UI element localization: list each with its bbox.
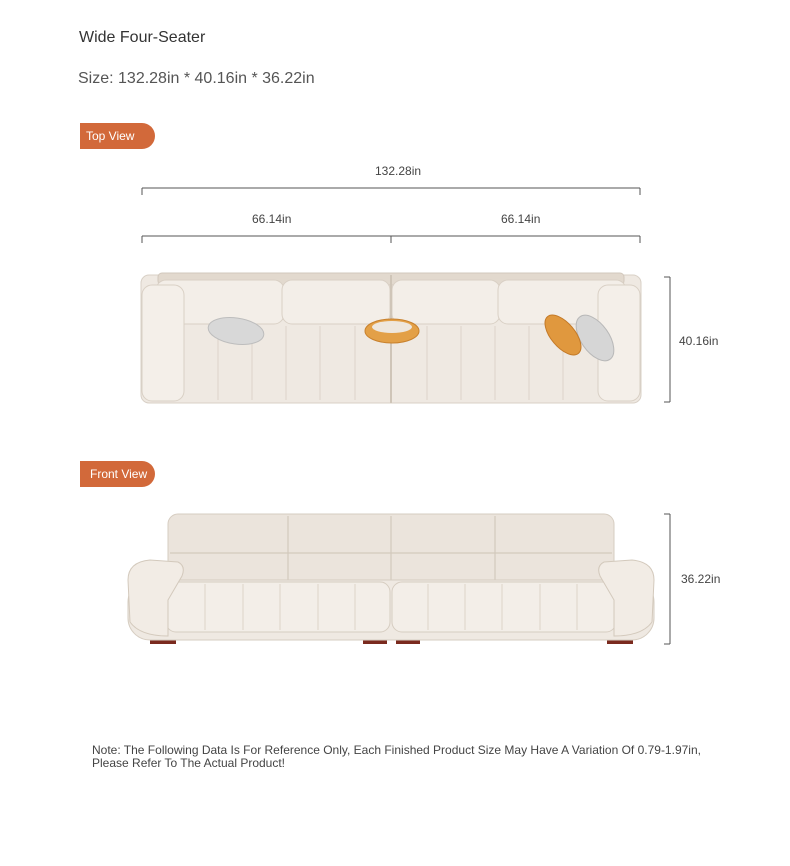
right-half-width-label: 66.14in: [501, 212, 541, 226]
product-title: Wide Four-Seater: [79, 29, 206, 46]
overall-width-dimension-line: [142, 188, 640, 195]
left-half-width-label: 66.14in: [252, 212, 292, 226]
overall-width-label: 132.28in: [375, 164, 422, 178]
note-line-2: Please Refer To The Actual Product!: [92, 756, 286, 770]
top-view-label: Top View: [80, 123, 155, 149]
depth-label: 40.16in: [679, 334, 719, 348]
height-label: 36.22in: [681, 572, 721, 586]
note-line-1: Note: The Following Data Is For Reference Only, Each Finished Product Size May Have A Variation Of 0.79-1.97in,: [92, 743, 701, 757]
half-width-dimension-line: [142, 236, 640, 243]
height-dimension-line: [664, 514, 670, 644]
depth-dimension-line: [664, 277, 670, 402]
sofa-top-view: [141, 273, 641, 403]
size-line: Size: 132.28in * 40.16in * 36.22in: [78, 70, 315, 87]
front-view-label: Front View: [80, 461, 155, 487]
reference-note: [92, 744, 732, 770]
sofa-front-view: [128, 514, 654, 644]
